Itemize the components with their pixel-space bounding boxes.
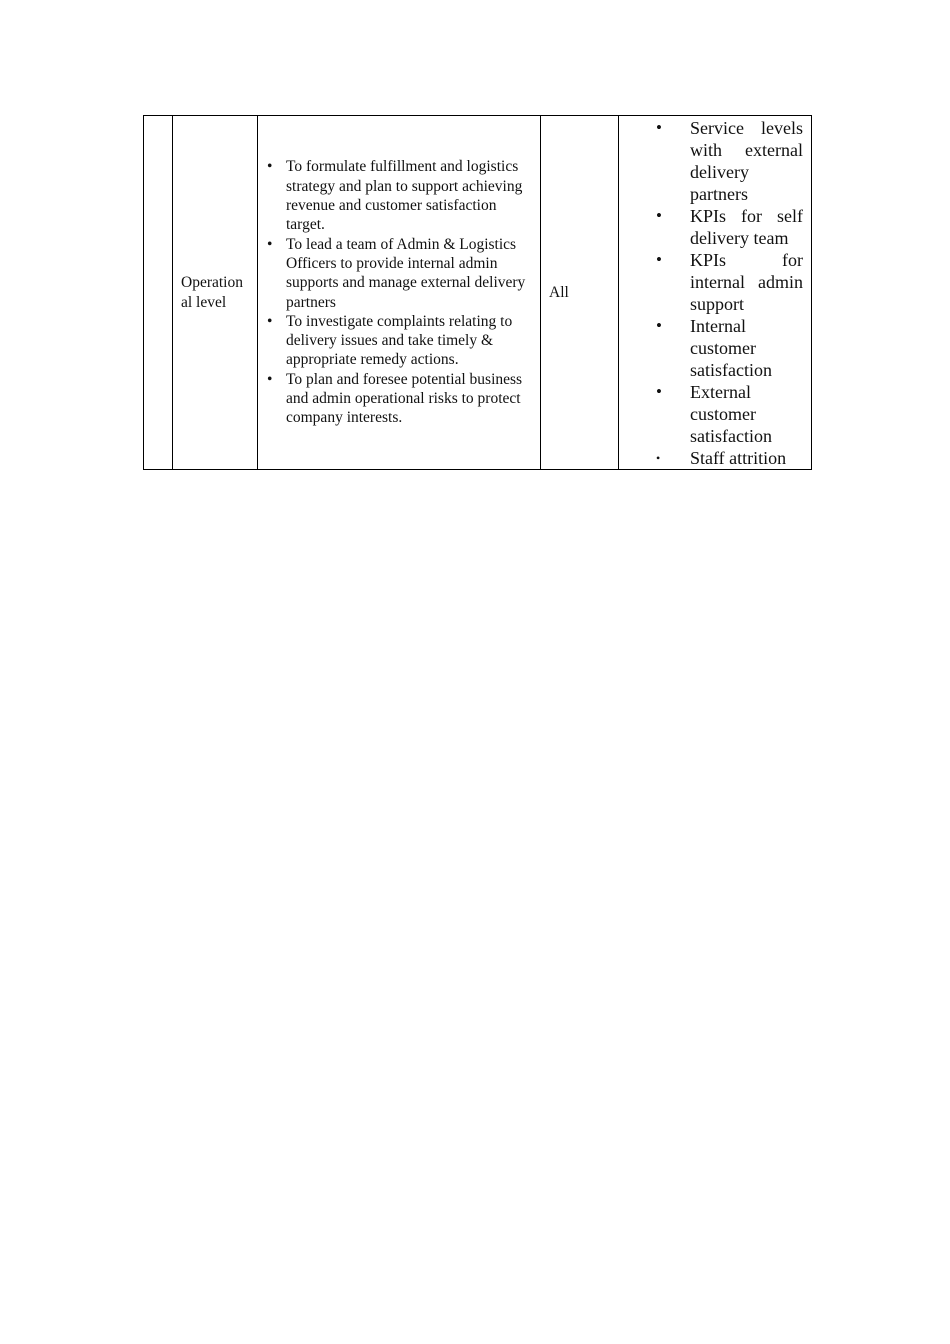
bullet-icon: • <box>267 370 273 388</box>
bullet-icon: • <box>656 206 662 225</box>
bullet-icon: • <box>267 312 273 330</box>
list-item: • To lead a team of Admin & Logistics Officers to provide internal admin supports and manage external delivery partners <box>267 235 526 311</box>
list-item: • External customer satisfaction <box>656 382 772 446</box>
bullet-icon: • <box>656 118 662 137</box>
bullet-icon: • <box>656 316 662 335</box>
list-item: • Staff attrition <box>656 448 787 468</box>
list-item: • To plan and foresee potential business and admin operational risks to protect company interests. <box>267 370 523 427</box>
responsibility-table <box>143 115 812 470</box>
bullet-icon: • <box>656 250 662 269</box>
list-item: • KPIs for internal admin support <box>656 250 803 314</box>
kpi-cell <box>619 116 812 470</box>
level-cell <box>173 116 258 470</box>
list-item: • KPIs for self delivery team <box>656 206 803 248</box>
bullet-icon: • <box>656 382 662 401</box>
list-item: • To investigate complaints relating to delivery issues and take timely & appropriate remedy actions. <box>267 312 513 369</box>
responsibilities-cell <box>258 116 541 470</box>
list-item: • Service levels with external delivery partners <box>656 118 803 204</box>
kpi-list <box>619 116 811 469</box>
bullet-icon: • <box>267 235 273 253</box>
table-row <box>144 116 812 470</box>
row-index-cell <box>144 116 173 470</box>
responsibilities-list <box>258 157 540 427</box>
list-item: • To formulate fulfillment and logistics strategy and plan to support achieving revenue and customer satisfaction target. <box>267 158 523 234</box>
scope-cell <box>541 116 619 470</box>
scope-text: All <box>549 283 569 301</box>
level-text: Operation al level <box>181 274 243 311</box>
bullet-icon: • <box>656 451 661 465</box>
bullet-icon: • <box>267 158 273 176</box>
list-item: • Internal customer satisfaction <box>656 316 772 380</box>
